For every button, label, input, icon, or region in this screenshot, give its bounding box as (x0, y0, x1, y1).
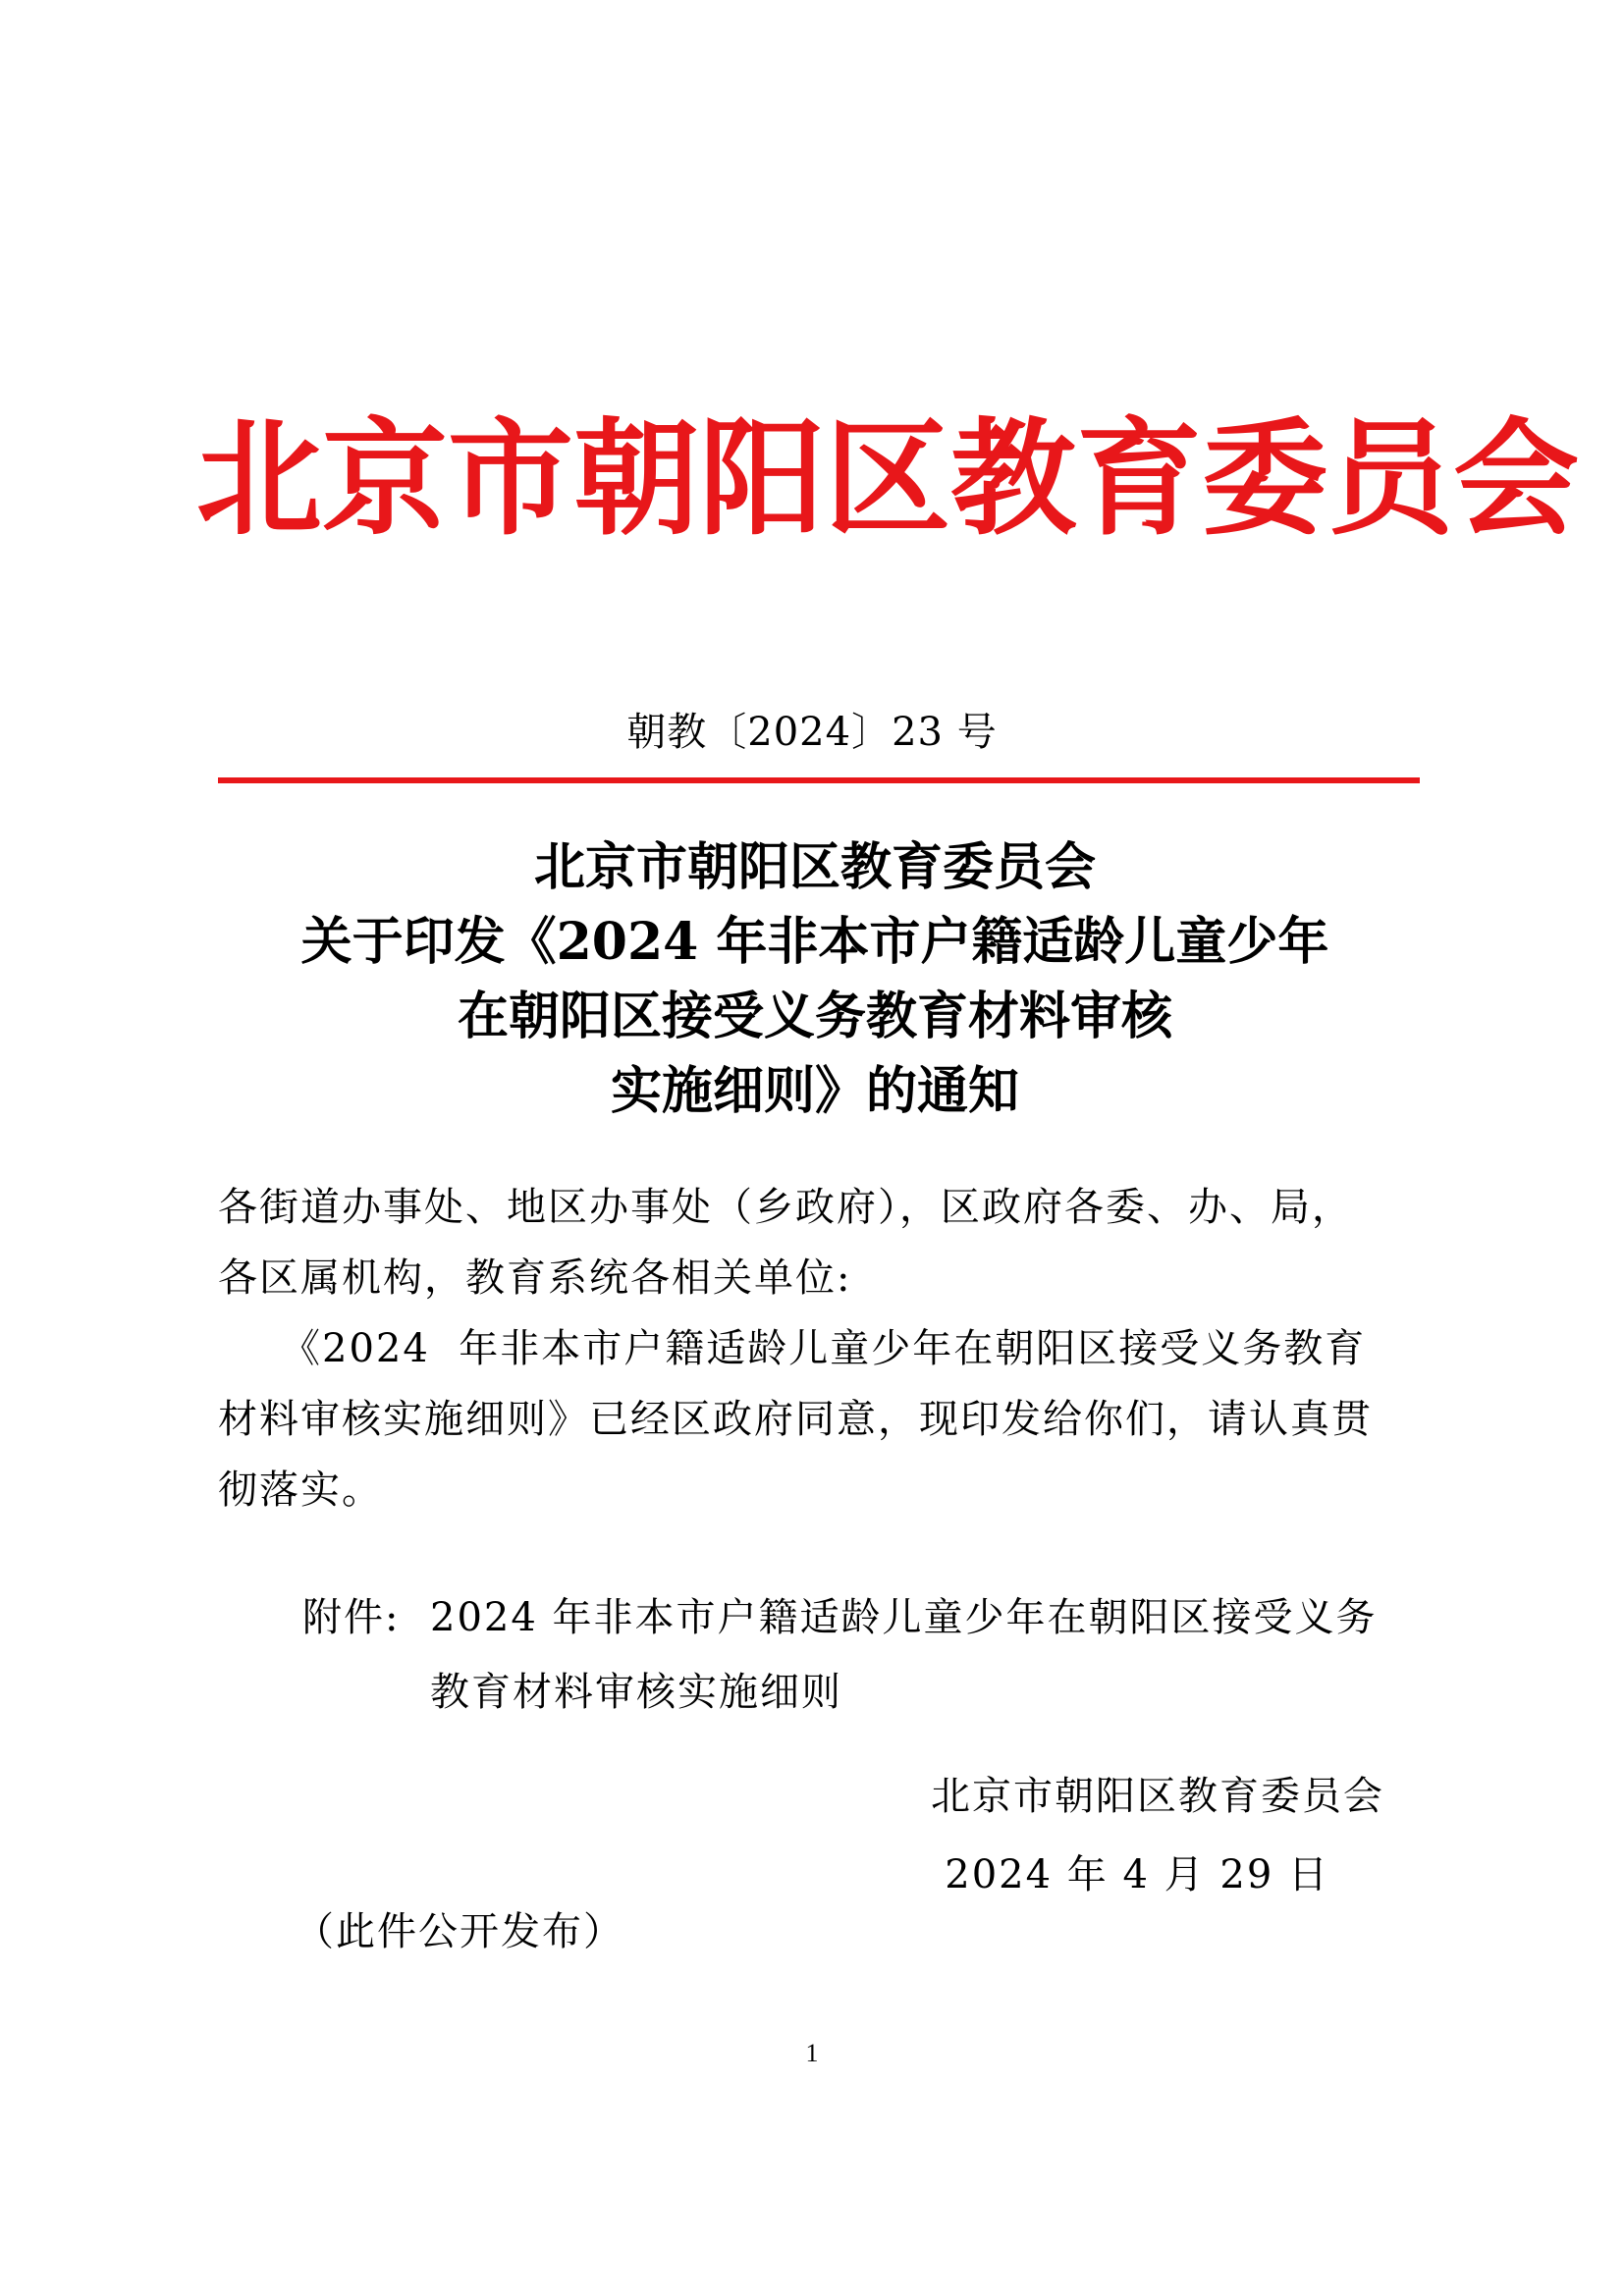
document-title (177, 830, 1453, 1129)
paragraph-line: 《2024 年非本市户籍适龄儿童少年在朝阳区接受义务教育 (218, 1326, 1367, 1371)
attachment-line: 教育材料审核实施细则 (430, 1670, 842, 1715)
attachment-block (302, 1580, 1432, 1730)
masthead-character: 阳 (699, 405, 826, 553)
page-number: 1 (805, 2039, 819, 2067)
title-line: 北京市朝阳区教育委员会 (533, 837, 1096, 897)
title-line: 实施细则》的通知 (610, 1061, 1019, 1121)
masthead-character: 朝 (573, 405, 700, 553)
signature-organization: 北京市朝阳区教育委员会 (931, 1774, 1384, 1819)
red-divider-rule (218, 777, 1420, 783)
signature-date: 2024 年 4 月 29 日 (945, 1852, 1329, 1897)
body-paragraph (218, 1313, 1426, 1525)
publish-note: （此件公开发布） (295, 1909, 624, 1954)
masthead-character: 委 (1202, 405, 1328, 553)
title-line: 关于印发《2024 年非本市户籍适龄儿童少年 (300, 912, 1329, 972)
addressee-line: 各街道办事处、地区办事处（乡政府），区政府各委、办、局， (218, 1185, 1353, 1230)
masthead-character: 市 (448, 405, 574, 553)
paragraph-line: 材料审核实施细则》已经区政府同意，现印发给你们，请认真贯 (218, 1397, 1373, 1442)
masthead-character: 会 (1453, 405, 1580, 553)
addressee (218, 1172, 1426, 1313)
masthead-character: 京 (322, 405, 449, 553)
masthead-character: 教 (950, 405, 1077, 553)
masthead-character: 员 (1327, 405, 1454, 553)
addressee-line: 各区属机构，教育系统各相关单位: (218, 1255, 852, 1301)
masthead-issuer (196, 381, 1580, 577)
masthead-character: 区 (825, 405, 951, 553)
signature-block (931, 1757, 1384, 1914)
title-line: 在朝阳区接受义务教育材料审核 (457, 987, 1172, 1046)
attachment-label: 附件: (302, 1595, 401, 1640)
attachment-line: 2024 年非本市户籍适龄儿童少年在朝阳区接受义务 (430, 1595, 1378, 1640)
paragraph-line: 彻落实。 (218, 1468, 383, 1513)
document-number: 朝教〔2024〕23 号 (626, 710, 998, 755)
masthead-character: 育 (1076, 405, 1203, 553)
masthead-character: 北 (196, 405, 323, 553)
